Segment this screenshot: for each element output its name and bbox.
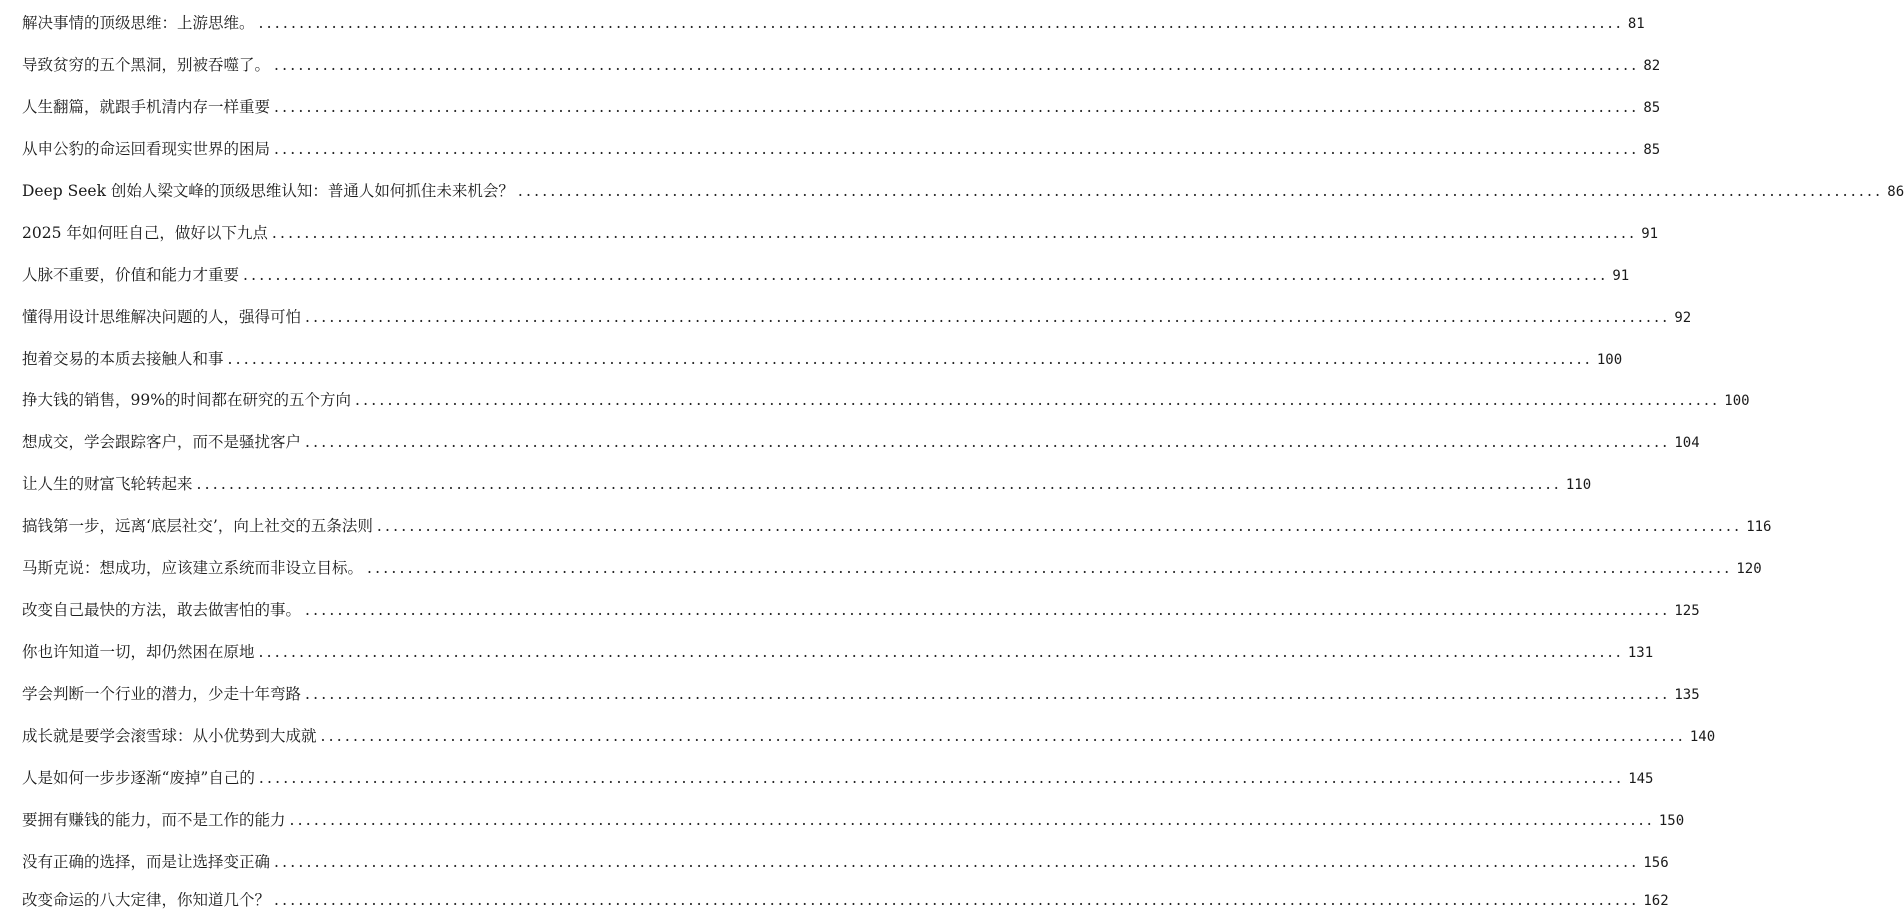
toc-entry-page: 120 bbox=[1736, 561, 1762, 577]
toc-entry-page: 81 bbox=[1627, 16, 1645, 32]
toc-entry-page: 131 bbox=[1627, 645, 1654, 661]
toc-entry[interactable] bbox=[22, 388, 1750, 412]
dot-leader bbox=[305, 598, 1670, 622]
toc-entry-title: 你也许知道一切，却仍然困在原地 bbox=[22, 643, 255, 661]
toc-entry-page: 85 bbox=[1643, 142, 1661, 158]
toc-entry-title: 让人生的财富飞轮转起来 bbox=[22, 475, 193, 493]
toc-entry-title: 成长就是要学会滚雪球：从小优势到大成就 bbox=[22, 727, 317, 745]
dot-leader bbox=[355, 388, 1720, 412]
toc-entry-title: 学会判断一个行业的潜力，少走十年弯路 bbox=[22, 685, 302, 703]
dot-leader bbox=[272, 221, 1637, 245]
toc-entry[interactable] bbox=[22, 430, 1700, 454]
toc-entry-page: 135 bbox=[1674, 687, 1700, 703]
toc-entry-title: 改变命运的八大定律，你知道几个？ bbox=[22, 891, 271, 909]
dot-leader bbox=[259, 640, 1624, 664]
toc-entry[interactable] bbox=[22, 137, 1661, 161]
toc-entry[interactable] bbox=[22, 682, 1700, 706]
toc-entry-page: 162 bbox=[1643, 893, 1669, 909]
toc-entry[interactable] bbox=[22, 850, 1669, 874]
dot-leader bbox=[274, 137, 1639, 161]
toc-entry-title: 2025 年如何旺自己，做好以下九点 bbox=[22, 224, 268, 242]
dot-leader bbox=[367, 556, 1732, 580]
dot-leader bbox=[274, 888, 1639, 912]
toc-entry-title: 从申公豹的命运回看现实世界的困局 bbox=[22, 140, 271, 158]
toc-entry-page: 116 bbox=[1746, 519, 1772, 535]
toc-entry[interactable] bbox=[22, 305, 1692, 329]
toc-entry-page: 85 bbox=[1643, 100, 1661, 116]
toc-entry-title: 人脉不重要，价值和能力才重要 bbox=[22, 266, 240, 284]
toc-entry[interactable] bbox=[22, 724, 1716, 748]
toc-entry[interactable] bbox=[22, 347, 1623, 371]
toc-entry[interactable] bbox=[22, 640, 1654, 664]
toc-entry-page: 100 bbox=[1596, 352, 1623, 368]
toc-entry-title: 搞钱第一步，远离‘底层社交’，向上社交的五条法则 bbox=[22, 517, 373, 535]
toc-entry-page: 156 bbox=[1643, 855, 1669, 871]
toc-entry-page: 82 bbox=[1643, 58, 1661, 74]
dot-leader bbox=[274, 53, 1639, 77]
toc-entry-page: 104 bbox=[1674, 435, 1700, 451]
dot-leader bbox=[274, 850, 1639, 874]
toc-entry[interactable] bbox=[22, 263, 1630, 287]
toc-entry-title: 懂得用设计思维解决问题的人，强得可怕 bbox=[22, 308, 302, 326]
toc-entry-title: 要拥有赚钱的能力，而不是工作的能力 bbox=[22, 811, 286, 829]
toc-entry-page: 91 bbox=[1641, 226, 1659, 242]
toc-entry[interactable] bbox=[22, 53, 1661, 77]
toc-entry[interactable] bbox=[22, 514, 1772, 538]
toc-entry-title: 想成交，学会跟踪客户，而不是骚扰客户 bbox=[22, 433, 302, 451]
dot-leader bbox=[321, 724, 1686, 748]
toc-entry[interactable] bbox=[22, 221, 1659, 245]
toc-entry[interactable] bbox=[22, 556, 1762, 580]
toc-entry-title: 改变自己最快的方法，敢去做害怕的事。 bbox=[22, 601, 302, 619]
toc-entry-page: 100 bbox=[1724, 393, 1750, 409]
dot-leader bbox=[259, 11, 1624, 35]
dot-leader bbox=[518, 179, 1883, 203]
toc-entry[interactable] bbox=[22, 11, 1645, 35]
toc-entry-page: 91 bbox=[1612, 268, 1630, 284]
dot-leader bbox=[305, 430, 1670, 454]
dot-leader bbox=[259, 766, 1624, 790]
toc-entry-title: 导致贫穷的五个黑洞，别被吞噬了。 bbox=[22, 56, 271, 74]
toc-entry-page: 125 bbox=[1674, 603, 1700, 619]
toc-entry[interactable] bbox=[22, 598, 1700, 622]
toc-entry-page: 145 bbox=[1628, 771, 1654, 787]
dot-leader bbox=[274, 95, 1639, 119]
toc-entry-page: 110 bbox=[1565, 477, 1592, 493]
dot-leader bbox=[305, 682, 1670, 706]
toc-entry-title: 人是如何一步步逐渐“废掉”自己的 bbox=[22, 769, 255, 787]
toc-entry-title: Deep Seek 创始人梁文峰的顶级思维认知：普通人如何抓住未来机会？ bbox=[22, 182, 514, 200]
dot-leader bbox=[243, 263, 1608, 287]
toc-entry-title: 抱着交易的本质去接触人和事 bbox=[22, 350, 224, 368]
dot-leader bbox=[228, 347, 1593, 371]
toc-entry-title: 挣大钱的销售，99%的时间都在研究的五个方向 bbox=[22, 391, 351, 409]
toc-entry[interactable] bbox=[22, 472, 1592, 496]
toc-entry[interactable] bbox=[22, 179, 1904, 203]
toc-entry-page: 150 bbox=[1658, 813, 1685, 829]
toc-entry-title: 人生翻篇，就跟手机清内存一样重要 bbox=[22, 98, 271, 116]
dot-leader bbox=[305, 305, 1670, 329]
toc-entry-page: 92 bbox=[1674, 310, 1692, 326]
toc-entry-title: 没有正确的选择，而是让选择变正确 bbox=[22, 853, 271, 871]
toc-entry-page: 140 bbox=[1689, 729, 1716, 745]
toc-entry-page: 86 bbox=[1887, 184, 1904, 200]
toc-entry[interactable] bbox=[22, 808, 1685, 832]
toc-entry-title: 解决事情的顶级思维：上游思维。 bbox=[22, 14, 255, 32]
toc-entry-title: 马斯克说：想成功，应该建立系统而非设立目标。 bbox=[22, 559, 364, 577]
toc-entry[interactable] bbox=[22, 888, 1669, 912]
dot-leader bbox=[290, 808, 1655, 832]
toc-entry[interactable] bbox=[22, 95, 1661, 119]
dot-leader bbox=[197, 472, 1562, 496]
dot-leader bbox=[377, 514, 1742, 538]
toc-entry[interactable] bbox=[22, 766, 1654, 790]
